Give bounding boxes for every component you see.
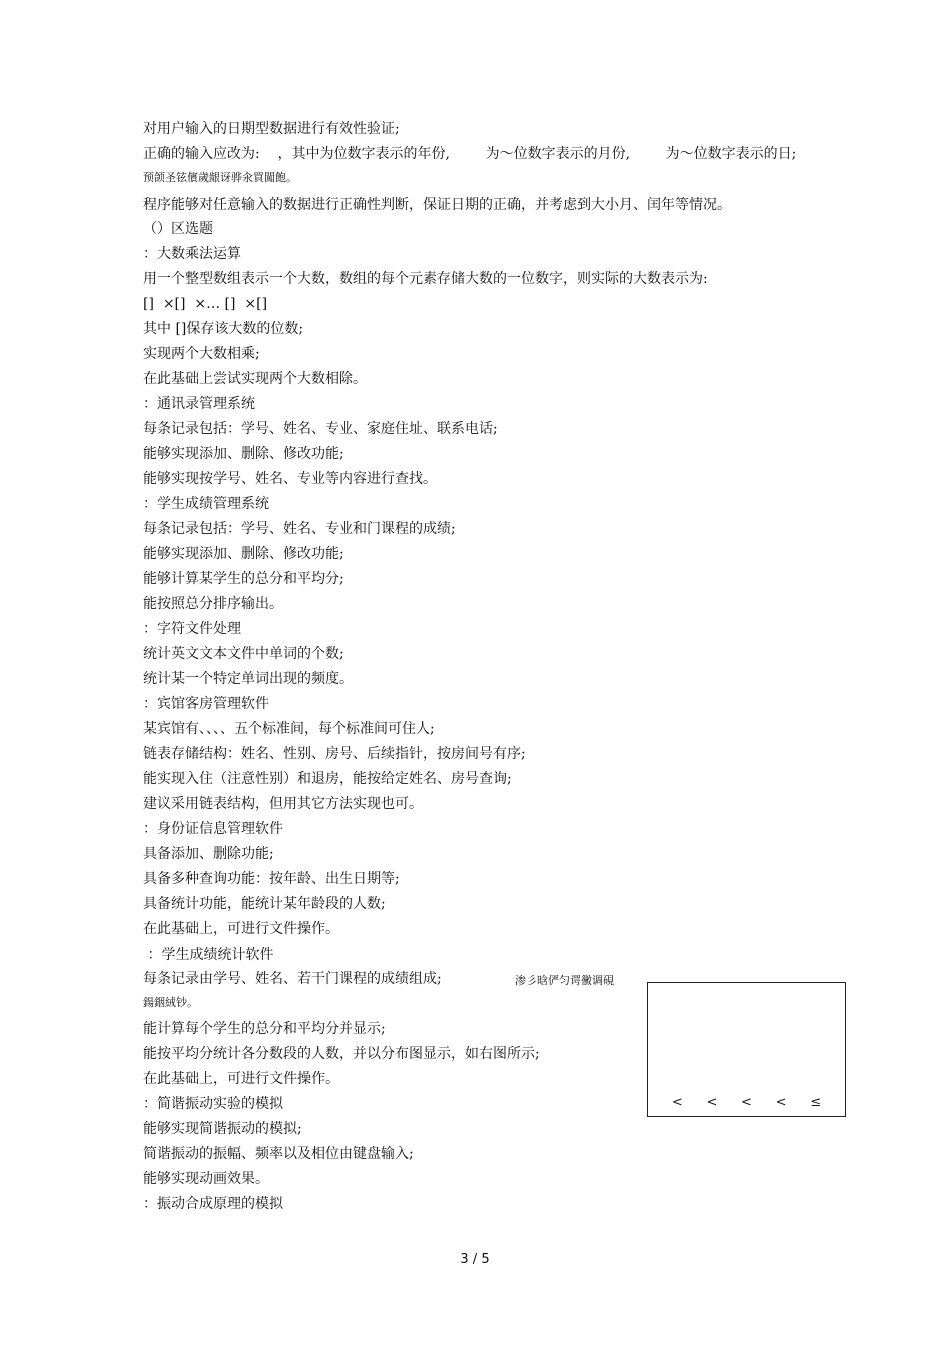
text-line: ：宾馆客房管理软件: [143, 696, 269, 712]
text-line: 简谐振动的振幅、频率以及相位由键盘输入;: [143, 1146, 414, 1162]
text-line: 能够实现按学号、姓名、专业等内容进行查找。: [143, 471, 437, 487]
figure-tick-label: <: [775, 1095, 787, 1110]
text-line: 其中 []保存该大数的位数;: [143, 321, 304, 337]
text-line: 能按平均分统计各分数段的人数，并以分布图显示，如右图所示;: [143, 1046, 540, 1062]
text-line: 每条记录包括：学号、姓名、专业、家庭住址、联系电话;: [143, 421, 498, 437]
text-line: ：通讯录管理系统: [143, 396, 255, 412]
text-line: 每条记录包括：学号、姓名、专业和门课程的成绩;: [143, 521, 456, 537]
text-line: 在此基础上，可进行文件操作。: [143, 1071, 339, 1087]
text-line: 统计英文文本文件中单词的个数;: [143, 646, 344, 662]
text-line: 正确的输入应改为: ，其中为位数字表示的年份, 为～位数字表示的月份, 为～位数字表示的日;: [143, 146, 797, 162]
distribution-figure-frame: [647, 982, 846, 1117]
text-line: ：学生成绩管理系统: [143, 496, 269, 512]
text-line: 在此基础上，可进行文件操作。: [143, 921, 339, 937]
text-line: 能够计算某学生的总分和平均分;: [143, 571, 344, 587]
text-line: 能计算每个学生的总分和平均分并显示;: [143, 1021, 386, 1037]
figure-tick-label: <: [741, 1095, 752, 1110]
text-line: 每条记录由学号、姓名、若干门课程的成绩组成;: [143, 971, 442, 987]
text-line: 能按照总分排序输出。: [143, 596, 283, 612]
text-line: 能够实现添加、删除、修改功能;: [143, 446, 344, 462]
text-line: 能实现入住（注意性别）和退房，能按给定姓名、房号查询;: [143, 771, 512, 787]
text-line: 预颌圣铉儐歲龈讶骅汆買闖飽。: [143, 171, 297, 184]
figure-tick-label: <: [706, 1095, 718, 1110]
text-line: 能够实现添加、删除、修改功能;: [143, 546, 344, 562]
page-number: 3 / 5: [460, 1252, 490, 1267]
text-line: 具备添加、删除功能;: [143, 846, 274, 862]
text-line: （）区选题: [143, 221, 213, 237]
text-line: 某宾馆有、、、、五个标准间，每个标准间可住人;: [143, 721, 435, 737]
text-line: ：学生成绩统计软件: [143, 947, 274, 963]
figure-tick-label: ≤: [810, 1095, 822, 1110]
text-line: 统计某一个特定单词出现的频度。: [143, 671, 353, 687]
text-line: ：简谐振动实验的模拟: [143, 1096, 283, 1112]
text-line: 链表存储结构：姓名、性别、房号、后续指针，按房间号有序;: [143, 746, 526, 762]
text-line: 能够实现简谐振动的模拟;: [143, 1121, 302, 1137]
text-line: 鍚銦絨钞。: [143, 996, 198, 1009]
text-line: ：字符文件处理: [143, 621, 241, 637]
figure-axis-ticks: [648, 1095, 845, 1110]
garbled-side-note: 渗彡晗俨匀谔黴调硯: [515, 974, 614, 987]
text-line: 程序能够对任意输入的数据进行正确性判断，保证日期的正确，并考虑到大小月、闰年等情况。: [143, 197, 731, 213]
text-line: 能够实现动画效果。: [143, 1171, 269, 1187]
text-line: ：振动合成原理的模拟: [143, 1196, 283, 1212]
text-line: ：身份证信息管理软件: [143, 821, 283, 837]
text-line: 具备多种查询功能：按年龄、出生日期等;: [143, 871, 400, 887]
text-line: 建议采用链表结构，但用其它方法实现也可。: [143, 796, 423, 812]
text-line: 在此基础上尝试实现两个大数相除。: [143, 371, 367, 387]
text-line: [] ×[] ×… [] ×[]: [143, 296, 268, 312]
text-line: 实现两个大数相乘;: [143, 346, 260, 362]
text-line: ：大数乘法运算: [143, 246, 241, 262]
text-line: 对用户输入的日期型数据进行有效性验证;: [143, 121, 400, 137]
text-line: 用一个整型数组表示一个大数，数组的每个元素存储大数的一位数字，则实际的大数表示为:: [143, 271, 708, 287]
figure-tick-label: <: [671, 1095, 683, 1110]
text-line: 具备统计功能，能统计某年龄段的人数;: [143, 896, 386, 912]
